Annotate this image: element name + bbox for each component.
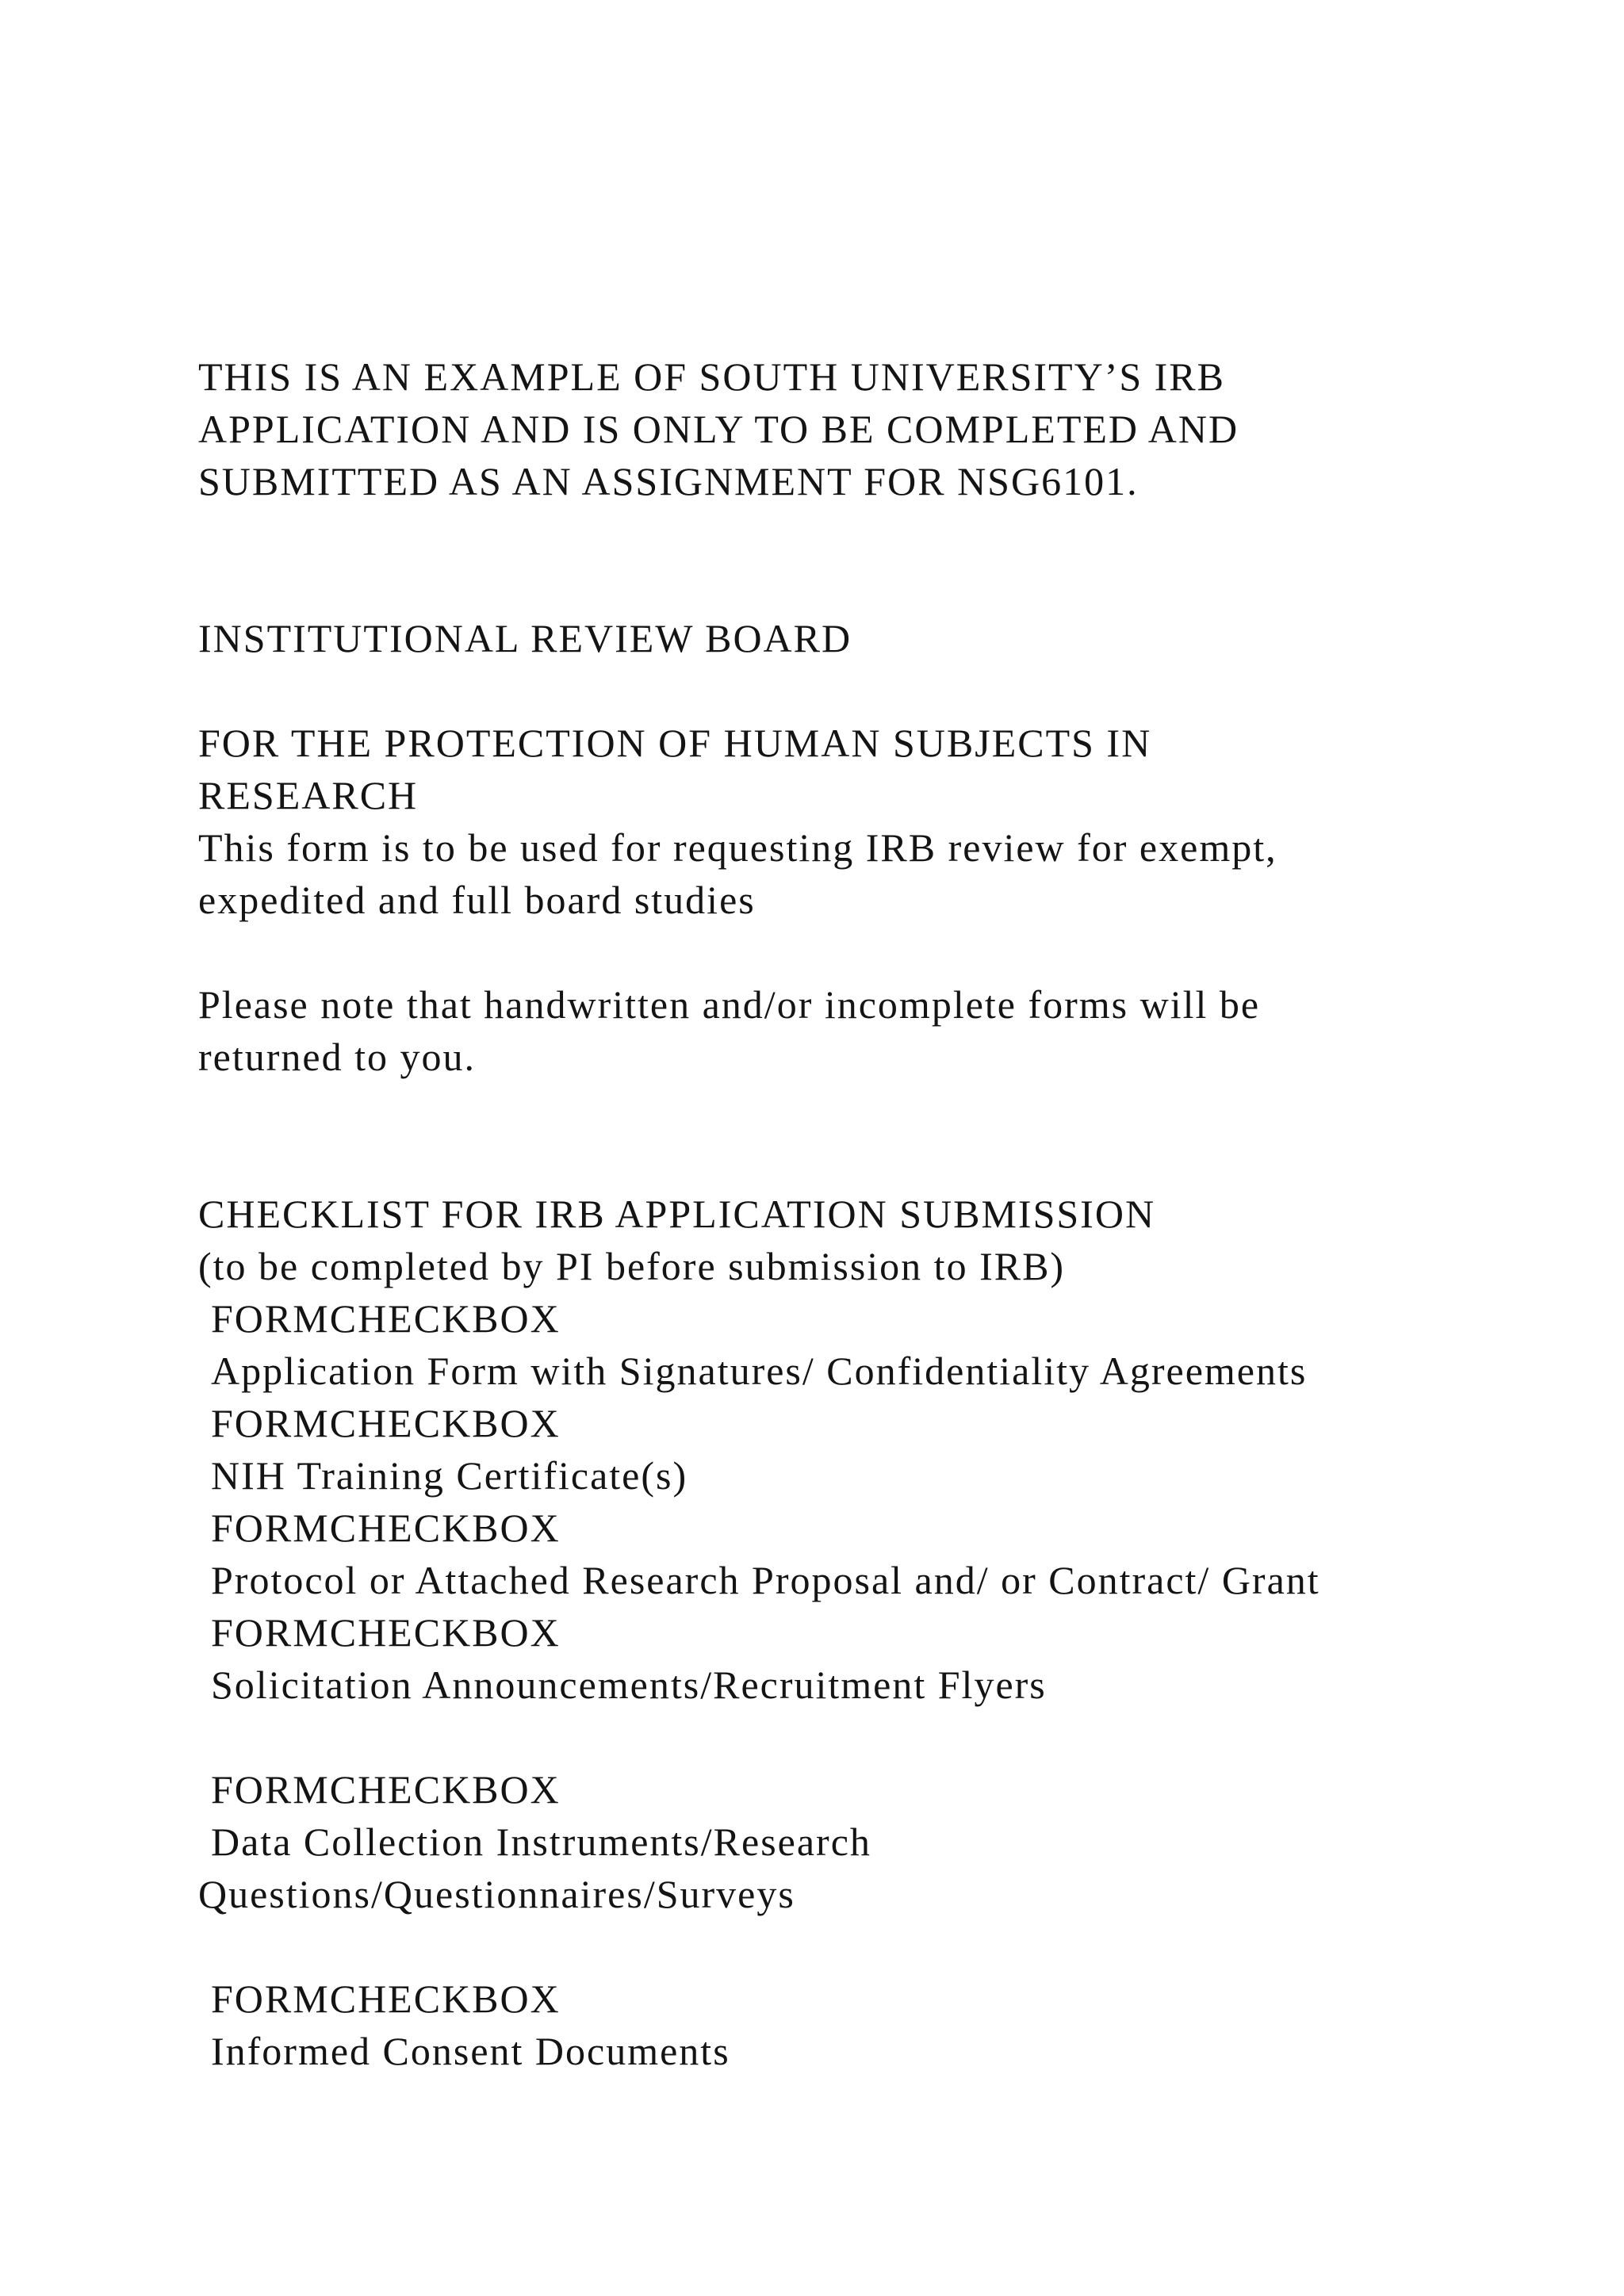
checklist-item-label: NIH Training Certificate(s)	[211, 1453, 688, 1498]
form-checkbox[interactable]: FORMCHECKBOX	[211, 1506, 561, 1550]
spacer	[198, 664, 1594, 717]
notice-line: SUBMITTED AS AN ASSIGNMENT FOR NSG6101.	[198, 459, 1139, 503]
spacer	[198, 1920, 1594, 1973]
purpose-line: This form is to be used for requesting IRB review for exempt,	[198, 825, 1277, 870]
note-line: returned to you.	[198, 1035, 476, 1079]
checklist-item-label: Solicitation Announcements/Recruitment Flyers	[211, 1663, 1047, 1707]
document-body	[198, 350, 1594, 2077]
spacer	[198, 926, 1594, 978]
checklist-item	[198, 1763, 1594, 1920]
form-checkbox[interactable]: FORMCHECKBOX	[211, 1401, 561, 1445]
checklist-item	[198, 1973, 1594, 2077]
subtitle-line: FOR THE PROTECTION OF HUMAN SUBJECTS IN	[198, 721, 1152, 765]
board-subtitle	[198, 717, 1594, 821]
checklist-item-label: Informed Consent Documents	[211, 2029, 730, 2073]
form-checkbox[interactable]: FORMCHECKBOX	[211, 1976, 561, 2021]
form-note	[198, 978, 1594, 1083]
checklist-item	[198, 1502, 1594, 1606]
spacer	[198, 1711, 1594, 1763]
note-line: Please note that handwritten and/or incomplete forms will be	[198, 982, 1261, 1027]
spacer	[198, 507, 1594, 612]
checklist-item-label: Application Form with Signatures/ Confidentiality Agreements	[211, 1349, 1308, 1393]
notice-line: APPLICATION AND IS ONLY TO BE COMPLETED AND	[198, 407, 1239, 451]
board-title: INSTITUTIONAL REVIEW BOARD	[198, 616, 852, 660]
notice-line: THIS IS AN EXAMPLE OF SOUTH UNIVERSITY’S IRB	[198, 354, 1226, 399]
purpose-line: expedited and full board studies	[198, 878, 756, 922]
checklist-item-label: Data Collection Instruments/Research	[211, 1820, 871, 1864]
form-checkbox[interactable]: FORMCHECKBOX	[211, 1610, 561, 1655]
assignment-notice	[198, 350, 1594, 507]
checklist-item	[198, 1606, 1594, 1711]
checklist-item-label-continued: Questions/Questionnaires/Surveys	[198, 1872, 795, 1916]
form-checkbox[interactable]: FORMCHECKBOX	[211, 1296, 561, 1341]
checklist-title: CHECKLIST FOR IRB APPLICATION SUBMISSION	[198, 1192, 1156, 1236]
checklist-section	[198, 1188, 1594, 2077]
spacer	[198, 1083, 1594, 1188]
checklist-instruction: (to be completed by PI before submission to IRB)	[198, 1244, 1066, 1288]
checklist-item	[198, 1292, 1594, 1397]
checklist-item-label: Protocol or Attached Research Proposal and/ or Contract/ Grant	[211, 1558, 1320, 1602]
checklist-item	[198, 1397, 1594, 1502]
subtitle-line: RESEARCH	[198, 773, 419, 817]
form-purpose	[198, 821, 1594, 926]
form-checkbox[interactable]: FORMCHECKBOX	[211, 1767, 561, 1812]
